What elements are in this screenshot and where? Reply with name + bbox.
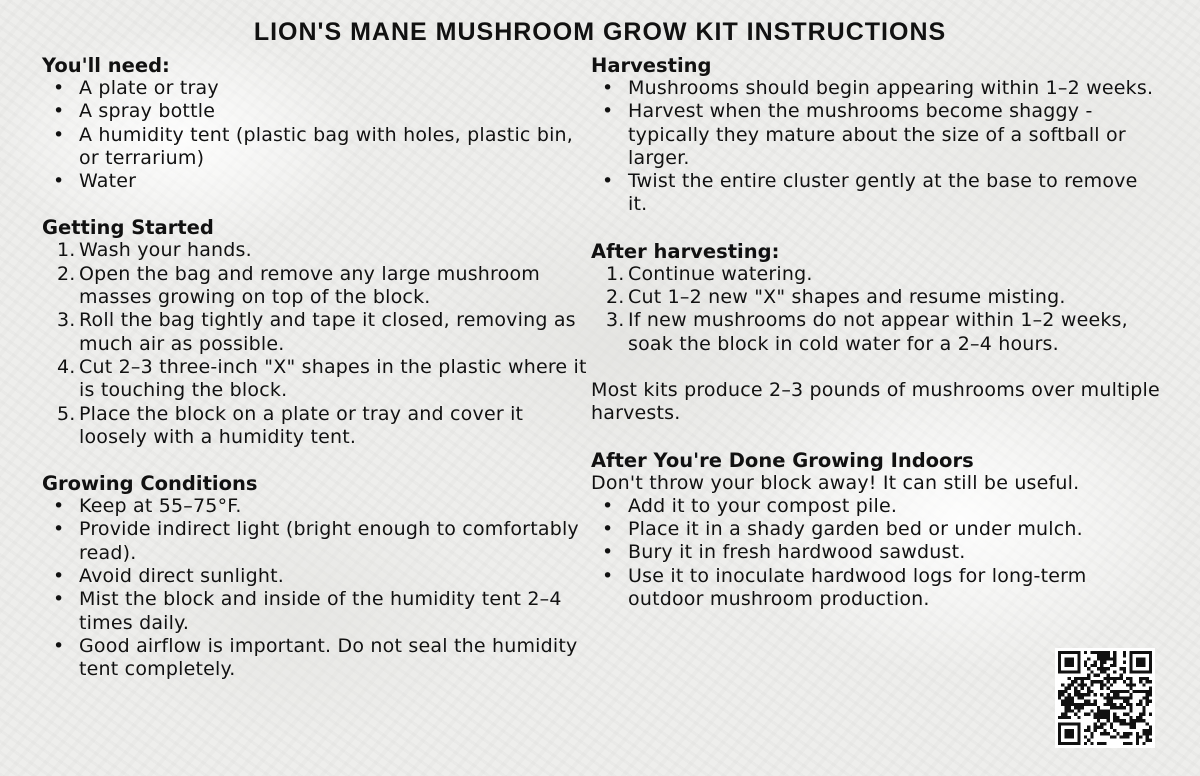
list-item: • Avoid direct sunlight. xyxy=(42,565,590,588)
step-item: 1. Continue watering. xyxy=(606,262,813,285)
section-getting-started xyxy=(42,216,590,449)
list-item: • Water xyxy=(42,170,590,193)
list-item: • Bury it in fresh hardwood sawdust. xyxy=(591,541,1161,564)
qr-code-icon xyxy=(1055,648,1155,748)
right-column xyxy=(591,54,1161,611)
list-item: • Provide indirect light (bright enough to comfortably read). xyxy=(42,518,590,565)
left-column xyxy=(42,54,590,682)
section-growing-conditions xyxy=(42,472,590,681)
step-item: 3. Roll the bag tightly and tape it closed, removing as much air as possible. xyxy=(57,309,576,355)
list-item: • Add it to your compost pile. xyxy=(591,495,1161,518)
section-after-harvesting xyxy=(591,240,1161,356)
list-item: • Mist the block and inside of the humidity tent 2–4 times daily. xyxy=(42,588,590,635)
after-done-heading: After You're Done Growing Indoors xyxy=(591,448,974,472)
list-item: • Good airflow is important. Do not seal the humidity tent completely. xyxy=(42,635,590,682)
list-item: • Place it in a shady garden bed or under mulch. xyxy=(591,518,1161,541)
getting-started-list xyxy=(42,239,590,449)
getting-started-heading: Getting Started xyxy=(42,216,214,240)
harvesting-list xyxy=(591,77,1161,217)
step-item: 1. Wash your hands. xyxy=(57,239,252,262)
section-harvesting xyxy=(591,54,1161,217)
youll-need-heading: You'll need: xyxy=(42,54,170,77)
list-item: • Twist the entire cluster gently at the base to remove it. xyxy=(591,170,1161,217)
after-done-list xyxy=(591,495,1161,611)
list-item: • Use it to inoculate hardwood logs for long-term outdoor mushroom production. xyxy=(591,565,1161,612)
growing-conditions-list xyxy=(42,495,590,681)
section-after-done xyxy=(591,449,1161,612)
step-item: 3. If new mushrooms do not appear within 1–2 weeks, soak the block in cold water for a 2–4 hours. xyxy=(606,309,1128,355)
growing-conditions-heading: Growing Conditions xyxy=(42,472,258,496)
step-item: 4. Cut 2–3 three-inch "X" shapes in the plastic where it is touching the block. xyxy=(57,355,587,402)
step-item: 2. Open the bag and remove any large mushroom masses growing on top of the block. xyxy=(57,262,540,309)
step-item: 5. Place the block on a plate or tray and cover it loosely with a humidity tent. xyxy=(57,402,524,448)
section-youll-need xyxy=(42,54,590,193)
youll-need-list xyxy=(42,77,590,193)
page-title: LION'S MANE MUSHROOM GROW KIT INSTRUCTIONS xyxy=(253,18,947,46)
after-done-intro: Don't throw your block away! It can still be useful. xyxy=(591,471,1080,494)
step-item: 2. Cut 1–2 new "X" shapes and resume misting. xyxy=(606,286,1066,309)
after-harvesting-list xyxy=(591,263,1161,356)
list-item: • A plate or tray xyxy=(42,77,590,100)
list-item: • Mushrooms should begin appearing within 1–2 weeks. xyxy=(591,77,1161,100)
list-item: • A humidity tent (plastic bag with holes, plastic bin, or terrarium) xyxy=(42,124,590,171)
list-item: • Harvest when the mushrooms become shaggy - typically they mature about the size of a softball or larger. xyxy=(591,100,1161,170)
after-harvesting-heading: After harvesting: xyxy=(591,239,780,263)
list-item: • A spray bottle xyxy=(42,100,590,123)
list-item: • Keep at 55–75°F. xyxy=(42,495,590,518)
harvesting-heading: Harvesting xyxy=(591,54,712,77)
yield-note: Most kits produce 2–3 pounds of mushrooms over multiple harvests. xyxy=(591,378,1160,425)
